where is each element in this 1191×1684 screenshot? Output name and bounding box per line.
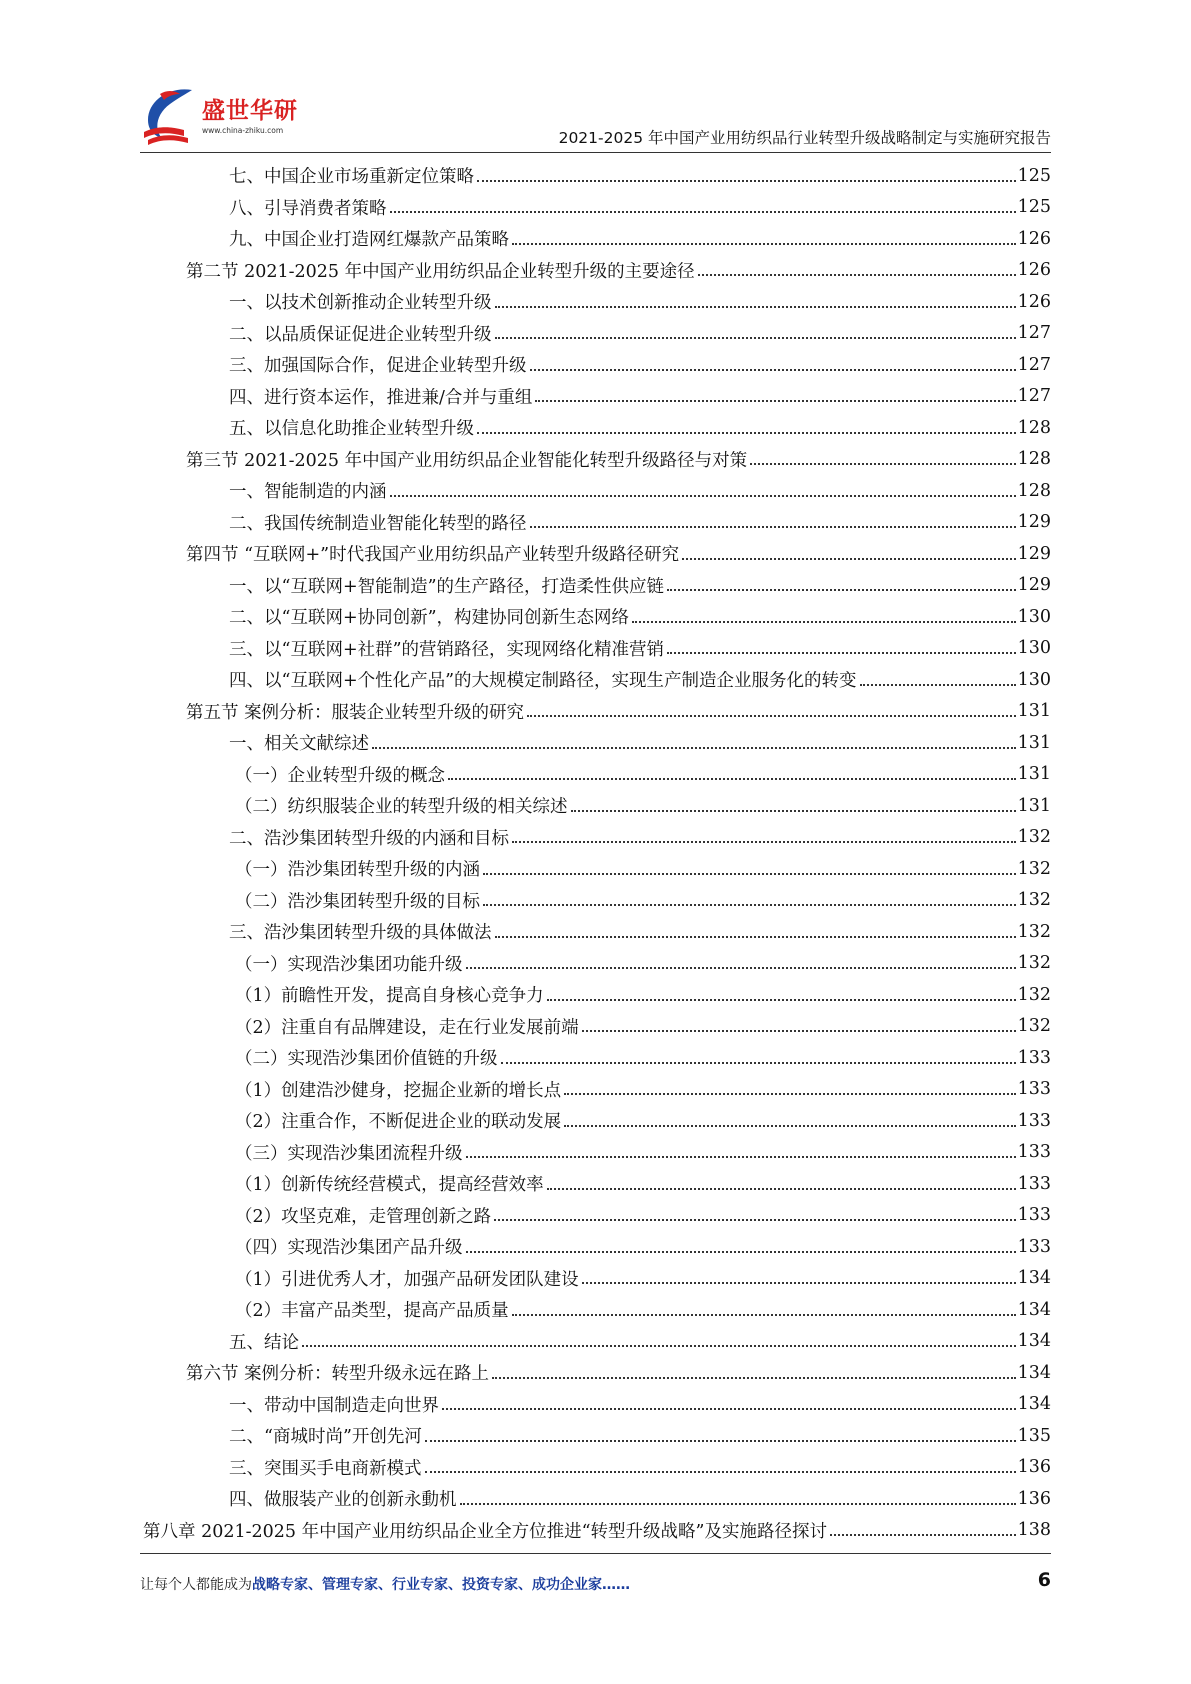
toc-dot-leader: [372, 747, 1016, 749]
toc-dot-leader: [512, 1314, 1016, 1316]
toc-entry-title: （2）攻坚克难，走管理创新之路: [235, 1206, 492, 1227]
toc-entry[interactable]: [143, 1515, 1051, 1547]
toc-entry-page: 127: [1017, 354, 1051, 375]
toc-entry-title: 三、以“互联网+社群”的营销路径，实现网络化精准营销: [229, 639, 665, 660]
toc-entry[interactable]: [143, 885, 1051, 917]
toc-dot-leader: [483, 873, 1016, 875]
toc-entry-page: 128: [1017, 480, 1051, 501]
toc-entry-page: 131: [1017, 795, 1051, 816]
toc-entry-page: 129: [1017, 543, 1051, 564]
toc-entry[interactable]: [143, 1326, 1051, 1358]
toc-entry[interactable]: [143, 1420, 1051, 1452]
toc-entry-title: 一、带动中国制造走向世界: [229, 1395, 439, 1416]
toc-entry-title: 第八章 2021-2025 年中国产业用纺织品企业全方位推进“转型升级战略”及实施路径探讨: [143, 1521, 828, 1542]
toc-entry-title: 七、中国企业市场重新定位策略: [229, 167, 474, 188]
toc-entry-page: 125: [1017, 165, 1051, 186]
toc-dot-leader: [682, 558, 1015, 560]
toc-entry-title: 五、结论: [229, 1332, 299, 1353]
toc-entry-title: 一、相关文献综述: [229, 734, 369, 755]
toc-entry-page: 130: [1017, 638, 1051, 659]
toc-entry-page: 132: [1017, 921, 1051, 942]
toc-entry-title: （一）浩沙集团转型升级的内涵: [235, 860, 480, 881]
toc-entry-title: 四、以“互联网+个性化产品”的大规模定制路径，实现生产制造企业服务化的转变: [229, 671, 857, 692]
toc-entry[interactable]: [143, 1483, 1051, 1515]
toc-entry[interactable]: [143, 664, 1051, 696]
toc-entry-page: 130: [1017, 669, 1051, 690]
toc-dot-leader: [425, 1471, 1016, 1473]
toc-dot-leader: [860, 684, 1016, 686]
toc-dot-leader: [302, 1345, 1016, 1347]
toc-entry[interactable]: [143, 318, 1051, 350]
toc-entry[interactable]: [143, 1231, 1051, 1263]
toc-dot-leader: [632, 621, 1016, 623]
toc-entry[interactable]: [143, 255, 1051, 287]
toc-dot-leader: [571, 810, 1016, 812]
toc-entry[interactable]: [143, 916, 1051, 948]
toc-dot-leader: [530, 526, 1016, 528]
toc-dot-leader: [477, 180, 1016, 182]
toc-dot-leader: [564, 1125, 1015, 1127]
toc-dot-leader: [547, 1188, 1016, 1190]
toc-dot-leader: [495, 337, 1016, 339]
toc-dot-leader: [483, 904, 1016, 906]
toc-entry-page: 132: [1017, 953, 1051, 974]
toc-entry[interactable]: [143, 538, 1051, 570]
toc-entry[interactable]: [143, 1200, 1051, 1232]
toc-entry-title: 一、智能制造的内涵: [229, 482, 387, 503]
toc-entry-page: 133: [1017, 1205, 1051, 1226]
report-title: 2021-2025 年中国产业用纺织品行业转型升级战略制定与实施研究报告: [558, 129, 1051, 147]
toc-entry-title: 二、以“互联网+协同创新”，构建协同创新生态网络: [229, 608, 630, 629]
toc-entry-title: 二、“商城时尚”开创先河: [229, 1427, 422, 1448]
toc-entry[interactable]: [143, 979, 1051, 1011]
toc-dot-leader: [667, 589, 1016, 591]
toc-entry-title: 四、做服装产业的创新永動机: [229, 1490, 457, 1511]
toc-entry-title: （二）纺织服装企业的转型升级的相关综述: [235, 797, 568, 818]
toc-dot-leader: [442, 1408, 1016, 1410]
footer-divider: [140, 1553, 1051, 1554]
toc-entry-page: 128: [1017, 417, 1051, 438]
toc-dot-leader: [527, 715, 1016, 717]
toc-entry-title: （一）实现浩沙集团功能升级: [235, 954, 463, 975]
toc-entry[interactable]: [143, 1294, 1051, 1326]
toc-entry-page: 133: [1017, 1142, 1051, 1163]
toc-entry-title: 第四节 “互联网+”时代我国产业用纺织品产业转型升级路径研究: [186, 545, 680, 566]
toc-entry-title: 二、以品质保证促进企业转型升级: [229, 324, 492, 345]
toc-entry[interactable]: [143, 696, 1051, 728]
toc-entry-page: 127: [1017, 323, 1051, 344]
toc-entry-page: 134: [1017, 1394, 1051, 1415]
toc-dot-leader: [530, 369, 1016, 371]
toc-entry-page: 126: [1017, 228, 1051, 249]
slogan-highlight: 战略专家、管理专家、行业专家、投资专家、成功企业家……: [252, 1577, 630, 1593]
toc-entry-page: 130: [1017, 606, 1051, 627]
toc-entry[interactable]: [143, 1105, 1051, 1137]
toc-entry-title: （四）实现浩沙集团产品升级: [235, 1238, 463, 1259]
toc-dot-leader: [750, 463, 1015, 465]
toc-entry-page: 131: [1017, 764, 1051, 785]
toc-entry[interactable]: [143, 1452, 1051, 1484]
toc-entry-title: 九、中国企业打造网红爆款产品策略: [229, 230, 509, 251]
footer-slogan: [140, 1574, 630, 1594]
toc-entry-page: 131: [1017, 732, 1051, 753]
toc-entry-title: 三、加强国际合作，促进企业转型升级: [229, 356, 527, 377]
toc-entry-page: 132: [1017, 984, 1051, 1005]
toc-entry-page: 136: [1017, 1488, 1051, 1509]
toc-entry-page: 134: [1017, 1362, 1051, 1383]
toc-entry-page: 135: [1017, 1425, 1051, 1446]
toc-entry-title: （1）引进优秀人才，加强产品研发团队建设: [235, 1269, 579, 1290]
toc-dot-leader: [425, 1440, 1016, 1442]
toc-entry-page: 133: [1017, 1236, 1051, 1257]
toc-entry[interactable]: [143, 601, 1051, 633]
toc-entry[interactable]: [143, 1357, 1051, 1389]
toc-entry-title: （三）实现浩沙集团流程升级: [235, 1143, 463, 1164]
toc-entry-page: 134: [1017, 1268, 1051, 1289]
toc-dot-leader: [494, 1219, 1015, 1221]
toc-entry-page: 133: [1017, 1110, 1051, 1131]
toc-entry[interactable]: [143, 381, 1051, 413]
toc-entry-title: 第五节 案例分析：服装企业转型升级的研究: [186, 702, 525, 723]
toc-dot-leader: [582, 1030, 1016, 1032]
toc-entry-title: 四、进行资本运作，推进兼/合并与重组: [229, 387, 533, 408]
toc-entry-page: 129: [1017, 512, 1051, 533]
toc-entry[interactable]: [143, 1074, 1051, 1106]
toc-dot-leader: [448, 778, 1016, 780]
toc-entry[interactable]: [143, 160, 1051, 192]
toc-entry-page: 129: [1017, 575, 1051, 596]
toc-entry-title: （1）创建浩沙健身，挖掘企业新的增长点: [235, 1080, 562, 1101]
toc-dot-leader: [564, 1093, 1015, 1095]
toc-entry-title: （二）实现浩沙集团价值链的升级: [235, 1049, 498, 1070]
toc-dot-leader: [495, 306, 1016, 308]
toc-entry-page: 134: [1017, 1299, 1051, 1320]
toc-dot-leader: [495, 936, 1016, 938]
toc-entry[interactable]: [143, 790, 1051, 822]
toc-dot-leader: [830, 1534, 1016, 1536]
toc-dot-leader: [460, 1503, 1016, 1505]
logo-text: 盛世华研: [202, 98, 298, 124]
toc-entry[interactable]: [143, 570, 1051, 602]
toc-dot-leader: [390, 211, 1016, 213]
toc-dot-leader: [492, 1377, 1016, 1379]
toc-entry-page: 134: [1017, 1331, 1051, 1352]
toc-entry-title: （2）注重自有品牌建设，走在行业发展前端: [235, 1017, 579, 1038]
toc-entry-page: 132: [1017, 1016, 1051, 1037]
toc-entry-title: 一、以技术创新推动企业转型升级: [229, 293, 492, 314]
toc-entry[interactable]: [143, 1137, 1051, 1169]
toc-entry[interactable]: [143, 1168, 1051, 1200]
toc-entry-page: 128: [1017, 449, 1051, 470]
toc-dot-leader: [582, 1282, 1016, 1284]
toc-entry[interactable]: [143, 1389, 1051, 1421]
toc-dot-leader: [698, 274, 1016, 276]
toc-entry[interactable]: [143, 727, 1051, 759]
toc-entry[interactable]: [143, 822, 1051, 854]
toc-entry[interactable]: [143, 1263, 1051, 1295]
logo-url: www.china-zhiku.com: [202, 126, 284, 135]
company-logo: [140, 86, 320, 152]
toc-entry[interactable]: [143, 475, 1051, 507]
toc-entry-page: 132: [1017, 858, 1051, 879]
logo-emblem-icon: [140, 86, 200, 148]
toc-entry[interactable]: [143, 507, 1051, 539]
page-number: 6: [1037, 1569, 1051, 1591]
toc-entry[interactable]: [143, 633, 1051, 665]
toc-entry-page: 136: [1017, 1457, 1051, 1478]
toc-entry[interactable]: [143, 349, 1051, 381]
toc-entry-title: （一）企业转型升级的概念: [235, 765, 445, 786]
toc-entry-title: 二、浩沙集团转型升级的内涵和目标: [229, 828, 509, 849]
toc-entry-page: 133: [1017, 1047, 1051, 1068]
table-of-contents: [143, 160, 1051, 1546]
toc-dot-leader: [477, 432, 1016, 434]
toc-dot-leader: [547, 999, 1016, 1001]
toc-entry-title: 八、引导消费者策略: [229, 198, 387, 219]
toc-entry-title: 二、我国传统制造业智能化转型的路径: [229, 513, 527, 534]
toc-entry[interactable]: [143, 223, 1051, 255]
slogan-prefix: 让每个人都能成为: [140, 1577, 252, 1593]
toc-entry-title: （1）前瞻性开发，提高自身核心竞争力: [235, 986, 544, 1007]
toc-entry[interactable]: [143, 948, 1051, 980]
toc-entry-page: 133: [1017, 1173, 1051, 1194]
toc-dot-leader: [667, 652, 1016, 654]
toc-dot-leader: [390, 495, 1016, 497]
toc-dot-leader: [466, 1156, 1016, 1158]
toc-entry-page: 126: [1017, 260, 1051, 281]
toc-entry-title: （1）创新传统经营模式，提高经营效率: [235, 1175, 544, 1196]
toc-dot-leader: [466, 967, 1016, 969]
toc-dot-leader: [512, 243, 1016, 245]
toc-entry-title: 三、突围买手电商新模式: [229, 1458, 422, 1479]
toc-entry-page: 126: [1017, 291, 1051, 312]
toc-entry-page: 138: [1017, 1520, 1051, 1541]
toc-entry-title: 第三节 2021-2025 年中国产业用纺织品企业智能化转型升级路径与对策: [186, 450, 748, 471]
toc-entry-page: 127: [1017, 386, 1051, 407]
toc-entry-page: 132: [1017, 890, 1051, 911]
toc-entry-title: 第二节 2021-2025 年中国产业用纺织品企业转型升级的主要途径: [186, 261, 695, 282]
toc-dot-leader: [512, 841, 1016, 843]
toc-entry-page: 133: [1017, 1079, 1051, 1100]
toc-entry-page: 132: [1017, 827, 1051, 848]
toc-entry-title: （2）丰富产品类型，提高产品质量: [235, 1301, 509, 1322]
toc-entry[interactable]: [143, 1042, 1051, 1074]
toc-entry[interactable]: [143, 1011, 1051, 1043]
toc-entry[interactable]: [143, 286, 1051, 318]
toc-entry-title: （2）注重合作，不断促进企业的联动发展: [235, 1112, 562, 1133]
toc-entry-title: 第六节 案例分析：转型升级永远在路上: [186, 1364, 490, 1385]
toc-dot-leader: [466, 1251, 1016, 1253]
toc-entry-page: 125: [1017, 197, 1051, 218]
toc-dot-leader: [501, 1062, 1016, 1064]
toc-entry-title: 一、以“互联网+智能制造”的生产路径，打造柔性供应链: [229, 576, 665, 597]
toc-entry[interactable]: [143, 759, 1051, 791]
toc-entry[interactable]: [143, 444, 1051, 476]
toc-entry[interactable]: [143, 412, 1051, 444]
toc-dot-leader: [535, 400, 1015, 402]
toc-entry-title: （二）浩沙集团转型升级的目标: [235, 891, 480, 912]
toc-entry-page: 131: [1017, 701, 1051, 722]
toc-entry-title: 五、以信息化助推企业转型升级: [229, 419, 474, 440]
toc-entry-title: 三、浩沙集团转型升级的具体做法: [229, 923, 492, 944]
toc-entry[interactable]: [143, 192, 1051, 224]
toc-entry[interactable]: [143, 853, 1051, 885]
header-divider: [140, 152, 1051, 153]
